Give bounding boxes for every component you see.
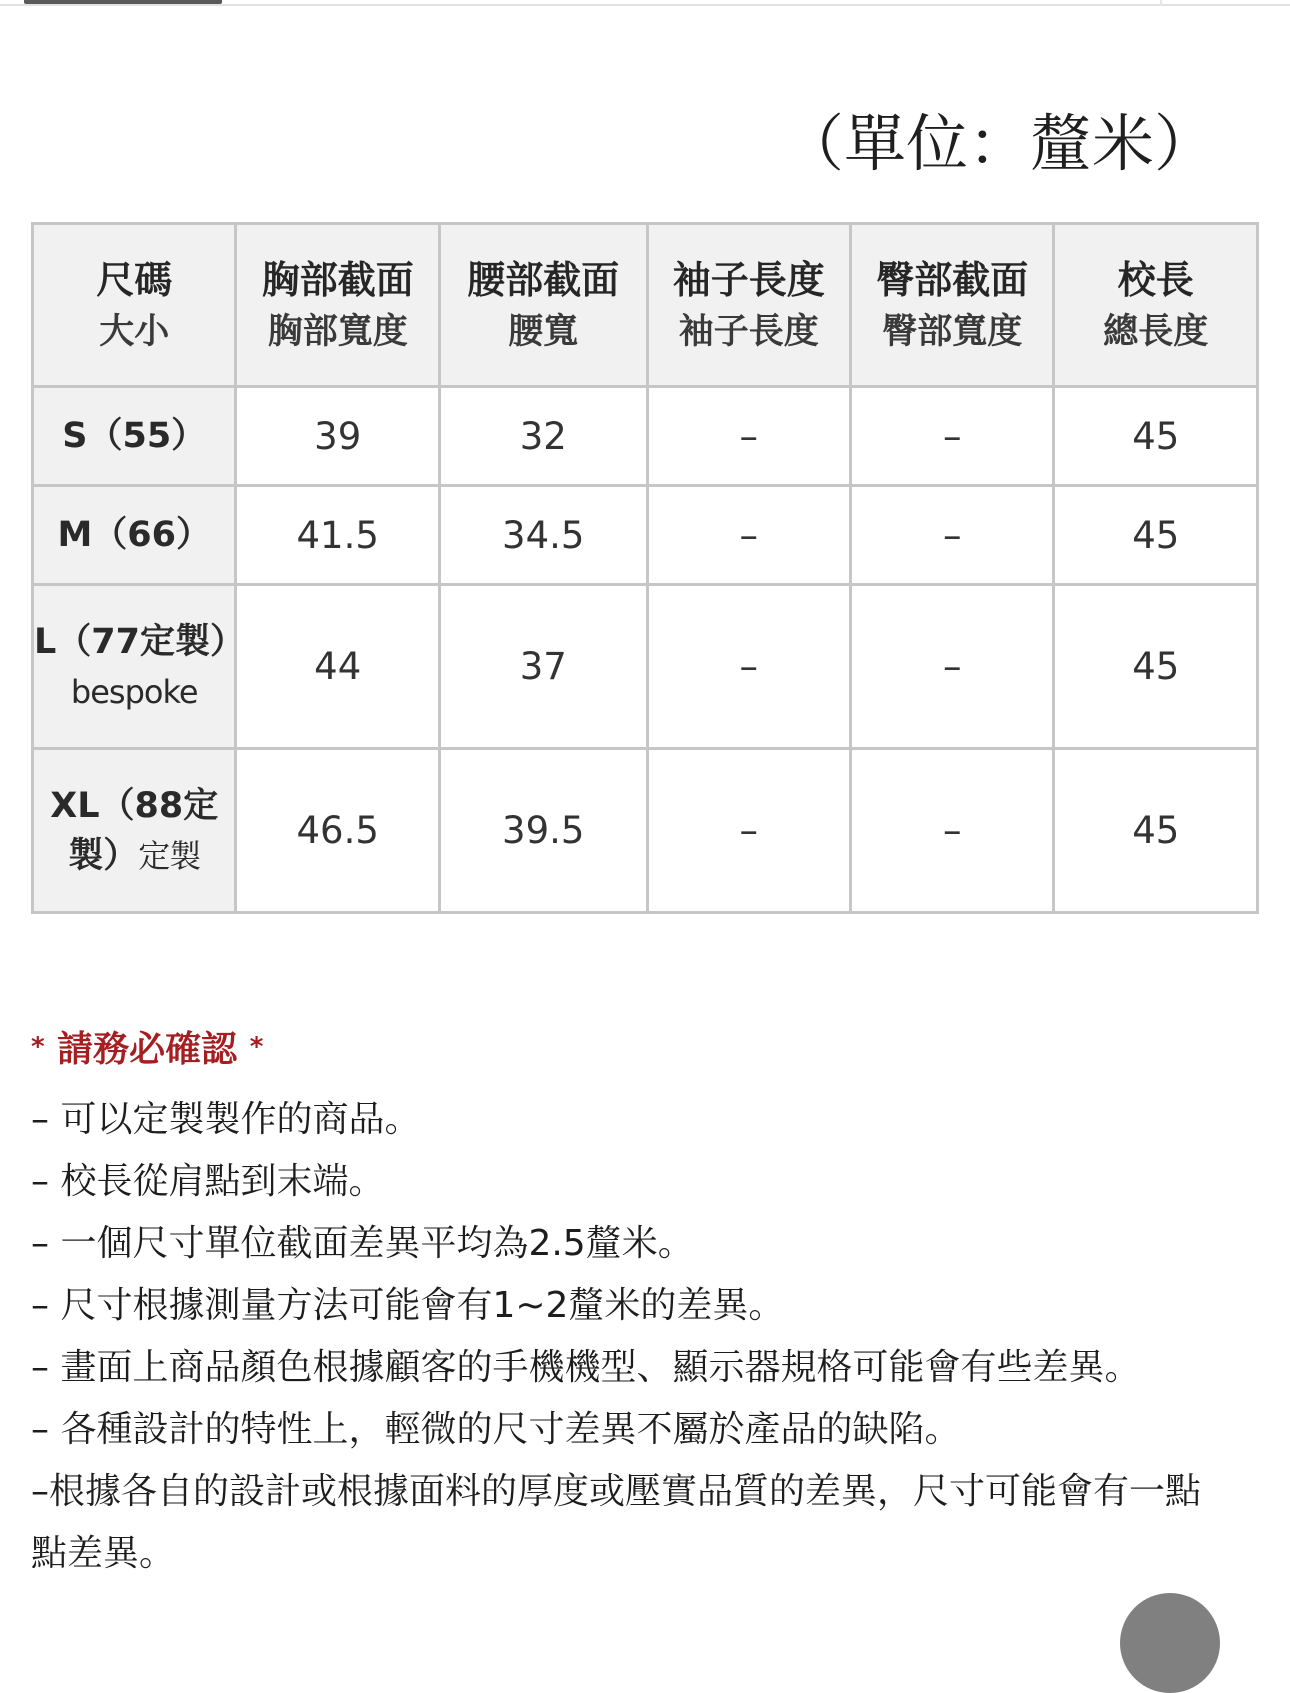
chest-cell: 44	[236, 585, 439, 749]
note-item: – 一個尺寸單位截面差異平均為2.5釐米。	[31, 1223, 694, 1264]
length-cell: 45	[1054, 486, 1258, 585]
header-main: 胸部截面	[261, 258, 414, 302]
top-divider-tick	[1160, 0, 1162, 6]
note-item: – 畫面上商品顏色根據顧客的手機機型、顯示器規格可能會有些差異。	[31, 1347, 1141, 1388]
tab-indicator	[24, 0, 222, 4]
size-label: XL（88定製）	[50, 785, 219, 876]
table-row	[33, 387, 1258, 486]
header-main: 尺碼	[96, 258, 173, 302]
sleeve-cell: –	[647, 486, 850, 585]
sleeve-cell: –	[647, 585, 850, 749]
sleeve-cell: –	[647, 749, 850, 913]
chest-cell: 39	[236, 387, 439, 486]
asterisk-icon: *	[249, 1032, 264, 1062]
chest-cell: 46.5	[236, 749, 439, 913]
size-cell	[33, 749, 236, 913]
chest-cell: 41.5	[236, 486, 439, 585]
note-item: – 尺寸根據測量方法可能會有1~2釐米的差異。	[31, 1285, 785, 1326]
waist-cell: 32	[439, 387, 647, 486]
asterisk-icon: *	[31, 1032, 45, 1062]
size-label: L（77定製）	[34, 621, 246, 662]
hip-cell: –	[851, 387, 1054, 486]
header-sub: 袖子長度	[678, 312, 819, 352]
header-waist	[439, 224, 647, 387]
hip-cell: –	[851, 585, 1054, 749]
size-cell	[33, 585, 246, 749]
length-cell: 45	[1054, 749, 1258, 913]
table-row	[33, 486, 1258, 585]
header-main: 校長	[1117, 258, 1194, 302]
size-note: bespoke	[70, 672, 198, 711]
length-cell: 45	[1054, 387, 1258, 486]
header-main: 腰部截面	[467, 258, 620, 302]
sleeve-cell: –	[647, 387, 850, 486]
header-chest	[236, 224, 439, 387]
scroll-top-button[interactable]	[1120, 1593, 1220, 1693]
waist-cell: 39.5	[439, 749, 647, 913]
header-length	[1054, 224, 1258, 387]
top-divider	[0, 4, 1290, 6]
notes-title	[31, 1022, 1261, 1081]
notes-section	[31, 1022, 1261, 1585]
notes-title-text: 請務必確認	[57, 1029, 238, 1070]
hip-cell: –	[851, 749, 1054, 913]
header-row	[33, 224, 1258, 387]
header-sub: 腰寬	[508, 312, 579, 352]
length-cell: 45	[1054, 585, 1258, 749]
header-main: 臀部截面	[876, 258, 1029, 302]
note-item: – 可以定製製作的商品。	[31, 1099, 421, 1140]
header-size	[33, 224, 236, 387]
unit-label: （單位：釐米）	[781, 107, 1216, 180]
header-hip	[851, 224, 1054, 387]
note-item: – 校長從肩點到末端。	[31, 1161, 385, 1202]
size-label: M（66）	[57, 515, 211, 555]
header-sub: 大小	[99, 312, 170, 352]
size-label: S（55）	[62, 416, 207, 456]
header-main: 袖子長度	[672, 258, 825, 302]
note-item: – 各種設計的特性上，輕微的尺寸差異不屬於產品的缺陷。	[31, 1409, 961, 1450]
header-sub: 胸部寬度	[267, 312, 408, 352]
header-sub: 總長度	[1103, 312, 1209, 352]
note-item: –根據各自的設計或根據面料的厚度或壓實品質的差異，尺寸可能會有一點點差異。	[31, 1471, 1202, 1574]
waist-cell: 37	[439, 585, 647, 749]
header-sub: 臀部寬度	[882, 312, 1023, 352]
size-cell	[33, 387, 236, 486]
hip-cell: –	[851, 486, 1054, 585]
size-cell	[33, 486, 236, 585]
waist-cell: 34.5	[439, 486, 647, 585]
size-table	[31, 222, 1259, 914]
size-note: 定製	[138, 836, 201, 875]
table-row	[33, 749, 1258, 913]
table-row	[33, 585, 1258, 749]
header-sleeve	[647, 224, 850, 387]
